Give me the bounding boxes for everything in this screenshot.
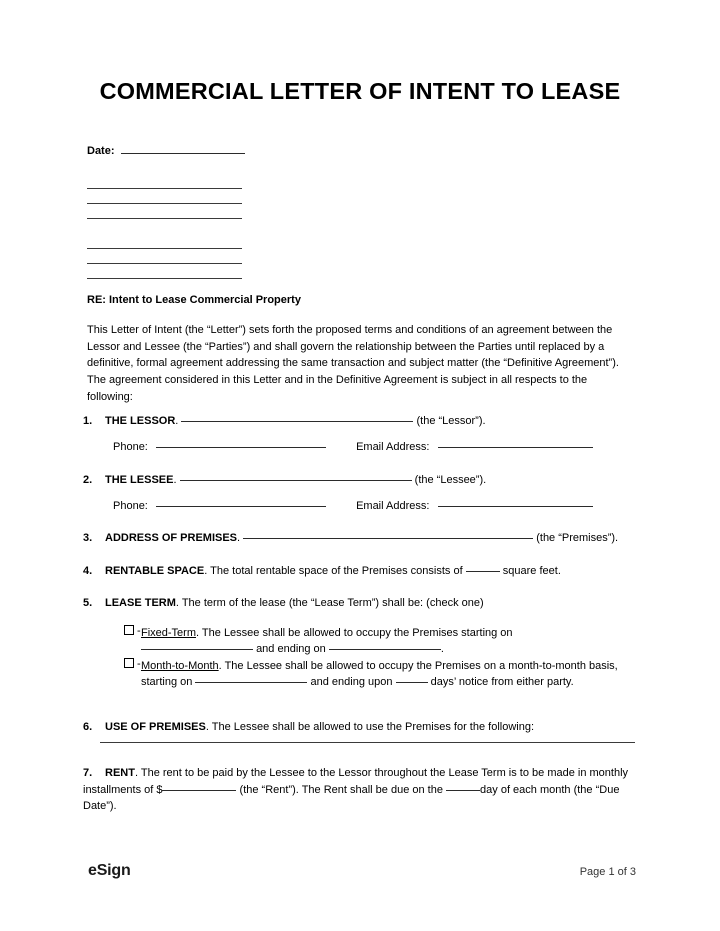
page-number-label: Page 1 of 3 bbox=[579, 866, 636, 878]
option-fixed-term-body bbox=[141, 625, 636, 658]
option-fixed-term-text-2: and ending on bbox=[256, 643, 326, 655]
clause-number-5: 5. bbox=[83, 597, 93, 609]
option-fixed-term-dash: - bbox=[137, 625, 141, 637]
lessee-email-blank[interactable] bbox=[438, 506, 593, 507]
option-month-to-month-label: Month-to-Month bbox=[141, 659, 219, 672]
option-fixed-term[interactable] bbox=[124, 623, 636, 658]
checkbox-fixed-term[interactable] bbox=[124, 625, 134, 635]
clause-address-body bbox=[105, 532, 618, 544]
clause-use-of-premises-text: . The Lessee shall be allowed to use the Premises for the following: bbox=[205, 721, 535, 733]
address-blank-line-6[interactable] bbox=[87, 278, 242, 279]
clause-lessee-sep: . bbox=[173, 474, 177, 486]
mtm-notice-days-blank[interactable] bbox=[396, 682, 428, 683]
lessor-phone-label: Phone: bbox=[113, 441, 148, 453]
use-of-premises-blank[interactable] bbox=[100, 742, 635, 743]
clause-address-of-premises bbox=[83, 530, 639, 547]
clause-rent-text-3: day of each month (the “Due Date”). bbox=[83, 783, 620, 812]
page-title: COMMERCIAL LETTER OF INTENT TO LEASE bbox=[99, 78, 621, 104]
clause-number-6: 6. bbox=[83, 721, 93, 733]
clause-use-of-premises-body bbox=[105, 721, 534, 733]
address-blank-line-3[interactable] bbox=[87, 218, 242, 219]
clause-lessee bbox=[83, 472, 639, 489]
address-blank-line-4[interactable] bbox=[87, 248, 242, 249]
fixed-term-start-blank[interactable] bbox=[141, 649, 253, 650]
re-subject-line: RE: Intent to Lease Commercial Property bbox=[87, 294, 301, 306]
esign-logo: eSign bbox=[88, 862, 131, 879]
rent-due-day-blank[interactable] bbox=[446, 790, 480, 791]
clause-rent-text-1: . The rent to be paid by the Lessee to the Lessor throughout the Lease Term is to be made in monthly installments of $ bbox=[83, 767, 629, 796]
clause-use-of-premises-heading: USE OF PREMISES bbox=[105, 721, 206, 733]
clause-number-3: 3. bbox=[83, 532, 93, 544]
checkbox-month-to-month[interactable] bbox=[124, 658, 134, 668]
premises-address-blank[interactable] bbox=[243, 538, 533, 539]
clause-lease-term-text: . The term of the lease (the “Lease Term”) shall be: (check one) bbox=[175, 597, 484, 609]
clause-lessee-body bbox=[105, 474, 486, 486]
date-label: Date: bbox=[87, 145, 115, 157]
mtm-start-blank[interactable] bbox=[195, 682, 307, 683]
option-month-to-month-text-2: and ending upon bbox=[310, 676, 393, 688]
clause-lease-term-body bbox=[105, 597, 484, 609]
lessor-phone-blank[interactable] bbox=[156, 447, 326, 448]
clause-rent-body bbox=[83, 767, 628, 812]
rent-amount-blank[interactable] bbox=[162, 790, 236, 791]
clause-use-of-premises bbox=[83, 719, 639, 736]
intro-paragraph: This Letter of Intent (the “Letter”) sets forth the proposed terms and conditions of an agreement between the Lessor and Lessee (the “Parties”) and shall govern the relationship between the Parties until replaced by a definitive, formal agreement addressing the same transaction and subject matter (the “Definitive Agreement”). The agreement considered in this Letter and in the Definitive Agreement is subject in all respects to the following: bbox=[87, 324, 619, 403]
option-month-to-month-text-1: . The Lessee shall be allowed to occupy the Premises on a month-to-month basis, starting on bbox=[141, 659, 618, 688]
clause-rentable-space-body bbox=[105, 565, 561, 577]
lessee-contact-row bbox=[113, 500, 593, 512]
option-month-to-month-text-3: days’ notice from either party. bbox=[430, 676, 574, 688]
clause-lessee-heading: THE LESSEE bbox=[105, 474, 174, 486]
option-fixed-term-label: Fixed-Term bbox=[141, 626, 197, 639]
clause-lessor-heading: THE LESSOR bbox=[105, 415, 176, 427]
clause-lease-term bbox=[83, 595, 639, 612]
clause-rentable-space-text-before: . The total rentable space of the Premises consists of bbox=[204, 565, 463, 577]
clause-address-heading: ADDRESS OF PREMISES bbox=[105, 532, 238, 544]
lessor-name-blank[interactable] bbox=[181, 421, 413, 422]
clause-lease-term-heading: LEASE TERM bbox=[105, 597, 176, 609]
option-month-to-month-body bbox=[141, 658, 636, 691]
clause-lessor-suffix: (the “Lessor”). bbox=[416, 415, 486, 427]
clause-address-suffix: (the “Premises”). bbox=[536, 532, 619, 544]
clause-rentable-space-text-after: square feet. bbox=[502, 565, 561, 577]
clause-lessor bbox=[83, 413, 639, 430]
address-blank-line-1[interactable] bbox=[87, 188, 242, 189]
lessee-phone-label: Phone: bbox=[113, 500, 148, 512]
clause-lessor-body bbox=[105, 415, 486, 427]
option-fixed-term-text-3: . bbox=[440, 643, 444, 655]
option-month-to-month-dash: - bbox=[137, 658, 141, 670]
date-field-row bbox=[87, 145, 245, 157]
clause-number-2: 2. bbox=[83, 474, 93, 486]
clause-lessee-suffix: (the “Lessee”). bbox=[414, 474, 487, 486]
lessor-email-label: Email Address: bbox=[356, 441, 430, 453]
clause-address-sep: . bbox=[237, 532, 241, 544]
lessee-name-blank[interactable] bbox=[180, 480, 412, 481]
clause-rentable-space bbox=[83, 563, 639, 580]
clause-lessor-sep: . bbox=[175, 415, 179, 427]
address-blank-line-2[interactable] bbox=[87, 203, 242, 204]
lessee-phone-blank[interactable] bbox=[156, 506, 326, 507]
clause-rentable-space-heading: RENTABLE SPACE bbox=[105, 565, 205, 577]
clause-number-4: 4. bbox=[83, 565, 93, 577]
fixed-term-end-blank[interactable] bbox=[329, 649, 441, 650]
lessor-email-blank[interactable] bbox=[438, 447, 593, 448]
clause-number-1: 1. bbox=[83, 415, 93, 427]
rentable-space-blank[interactable] bbox=[466, 571, 500, 572]
clause-rent-text-2: (the “Rent”). The Rent shall be due on the bbox=[239, 783, 443, 796]
clause-rent bbox=[83, 765, 639, 815]
clause-rent-heading: RENT bbox=[105, 767, 135, 779]
option-month-to-month[interactable] bbox=[124, 656, 636, 691]
clause-number-7: 7. bbox=[83, 767, 93, 779]
address-blank-line-5[interactable] bbox=[87, 263, 242, 264]
date-blank-line[interactable] bbox=[121, 153, 245, 154]
lessor-contact-row bbox=[113, 441, 593, 453]
option-fixed-term-text-1: . The Lessee shall be allowed to occupy the Premises starting on bbox=[196, 626, 513, 639]
lessee-email-label: Email Address: bbox=[356, 500, 430, 512]
